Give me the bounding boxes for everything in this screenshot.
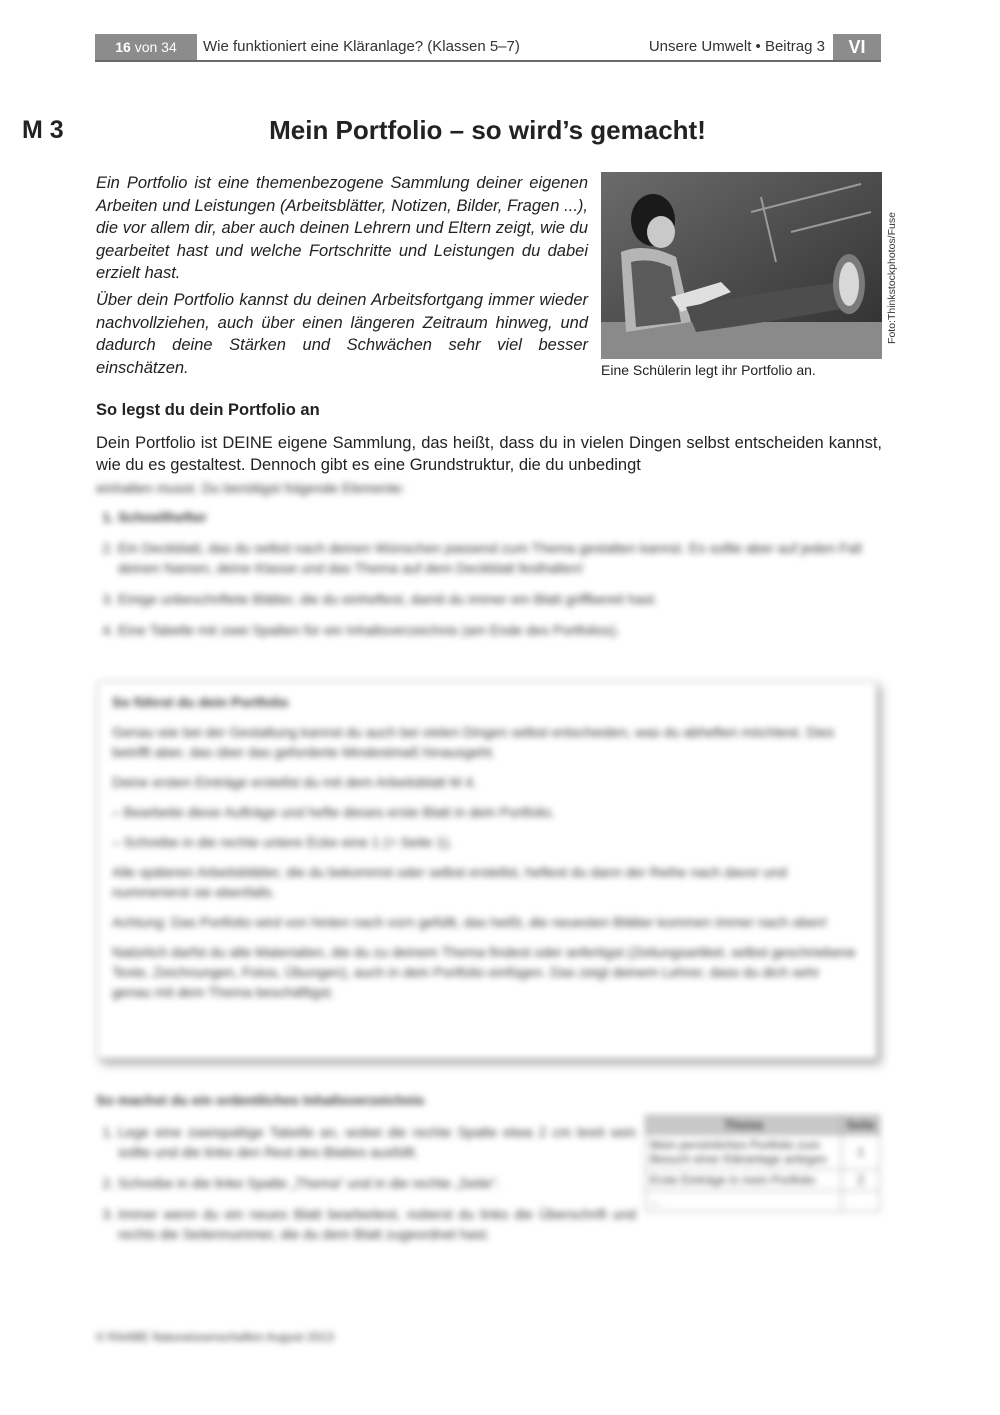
page-header (95, 34, 881, 62)
page-title: Mein Portfolio – so wird’s gemacht! (269, 115, 706, 145)
box-paragraph: Genau wie bei der Gestaltung kannst du auch bei vielen Dingen selbst entscheiden, was du abheften möchtest. Dies betrifft aber, das über das geforderte Mindestmaß hinausgeht. (112, 724, 835, 760)
intro-paragraph-2: Über dein Portfolio kannst du deinen Arbeitsfortgang immer wieder nachvollziehen, auch über einen längeren Zeitraum hinweg, und dadurch deine Stärken und Schwächen sehr viel besser einschätzen. (96, 291, 588, 377)
box-paragraph: – Bearbeite diese Aufträge und hefte dieses erste Blatt in dein Portfolio. (112, 804, 555, 820)
table-header: Seite (842, 1116, 880, 1135)
intro-paragraph-1: Ein Portfolio ist eine themenbezogene Sammlung deiner eigenen Arbeiten und Leistungen (Arbeitsblätter, Notizen, Bilder, Fragen ...), die vor allem dir, aber auch deinen Lehrern und Eltern zeigt, wie du gearbeitet hast und welche Fortschritte und Leistungen du dabei erzielt hast. (96, 174, 588, 282)
photo-caption: Eine Schülerin legt ihr Portfolio an. (601, 362, 816, 378)
table-row (646, 1191, 880, 1212)
table-row (646, 1170, 880, 1191)
header-series: Unsere Umwelt • Beitrag 3 (648, 38, 825, 55)
page-number-badge (95, 34, 197, 60)
box-paragraph: – Schreibe in die rechte untere Ecke eine 1 (= Seite 1). (112, 834, 453, 850)
table-cell: Mein persönliches Portfolio zum Besuch einer Kläranlage anlegen (646, 1135, 842, 1170)
section-paragraph-create: Dein Portfolio ist DEINE eigene Sammlung, das heißt, dass du in vielen Dingen selbst entscheiden kannst, wie du es gestaltest. Dennoch gibt es eine Grundstruktur, die du unbedingt (96, 434, 882, 474)
section-heading-create: So legst du dein Portfolio an (96, 401, 320, 419)
photo-credit (884, 198, 900, 358)
elements-list (96, 507, 882, 651)
list-item: 2. Schreibe in die linke Spalte „Thema“ und in die rechte „Seite“. (118, 1173, 636, 1193)
index-steps-list (96, 1122, 636, 1255)
table-cell: 1 (842, 1135, 880, 1170)
table-cell: Erste Einträge in mein Portfolio (646, 1170, 842, 1191)
footer: © RAABE Naturwissenschaften August 2013 (96, 1330, 334, 1344)
list-item: 2. Ein Deckblatt, das du selbst nach deinen Wünschen passend zum Thema gestalten kannst. Es sollte aber auf jeden Fall deinen Namen, deine Klasse und das Thema auf dem Deckblatt festhalten! (118, 538, 882, 578)
table-cell: ... (646, 1191, 842, 1212)
box-paragraph: Natürlich darfst du alle Materialien, die du zu deinem Thema findest oder anfertigst (Zeitungsartikel, selbst geschriebene Texte, Zeichnungen, Fotos, Übungen), auch in dein Portfolio einfügen. Das zeigt deinem Lehrer, dass du dich sehr genau mit dem Thema beschäftigst. (112, 944, 856, 1000)
material-label: M 3 (22, 116, 64, 144)
table-header: Thema (646, 1116, 842, 1135)
table-row (646, 1135, 880, 1170)
list-item: 3. Immer wenn du ein neues Blatt bearbeitest, notierst du links die Überschrift und rechts die Seitennummer, die du dem Blatt zugeordnet hast. (118, 1204, 636, 1244)
table-header-row (646, 1116, 880, 1135)
page-number: 16 (115, 39, 131, 55)
list-item: 1. Schnellhefter (118, 507, 882, 527)
box-paragraph: Alle späteren Arbeitsblätter, die du bekommst oder selbst erstellst, heftest du dann der Reihe nach davor und nummerierst sie ebenfalls. (112, 864, 787, 900)
table-cell: 2 (842, 1170, 880, 1191)
box-paragraph: Achtung: Das Portfolio wird von hinten nach vorn gefüllt, das heißt, die neuesten Blätter kommen immer nach oben! (112, 914, 828, 930)
index-table (645, 1115, 880, 1212)
paragraph-continuation: einhalten musst. Du benötigst folgende Elemente: (96, 480, 405, 496)
box-heading: So führst du dein Portfolio (112, 694, 289, 710)
section-heading-index: So machst du ein ordentliches Inhaltsverzeichnis (96, 1092, 425, 1108)
photo-credit-text: Foto:Thinkstockphotos/Fuse (886, 212, 898, 344)
table-cell (842, 1191, 880, 1212)
box-paragraph: Deine ersten Einträge erstellst du mit dem Arbeitsblatt M 4. (112, 774, 477, 790)
header-title: Wie funktioniert eine Kläranlage? (Klassen 5–7) (203, 38, 520, 55)
page-total: von 34 (134, 39, 177, 55)
volume-badge: VI (833, 34, 881, 60)
info-box (97, 681, 877, 1059)
list-item: 3. Einige unbeschriftete Blätter, die du einheftest, damit du immer ein Blatt griffbereit hast. (118, 589, 882, 609)
student-photo (601, 172, 882, 359)
list-item: 1. Lege eine zweispaltige Tabelle an, wobei die rechte Spalte etwa 2 cm breit sein sollte und die linke den Rest des Blattes ausfüllt. (118, 1122, 636, 1162)
list-item: 4. Eine Tabelle mit zwei Spalten für ein Inhaltsverzeichnis (am Ende des Portfolios). (118, 620, 882, 640)
